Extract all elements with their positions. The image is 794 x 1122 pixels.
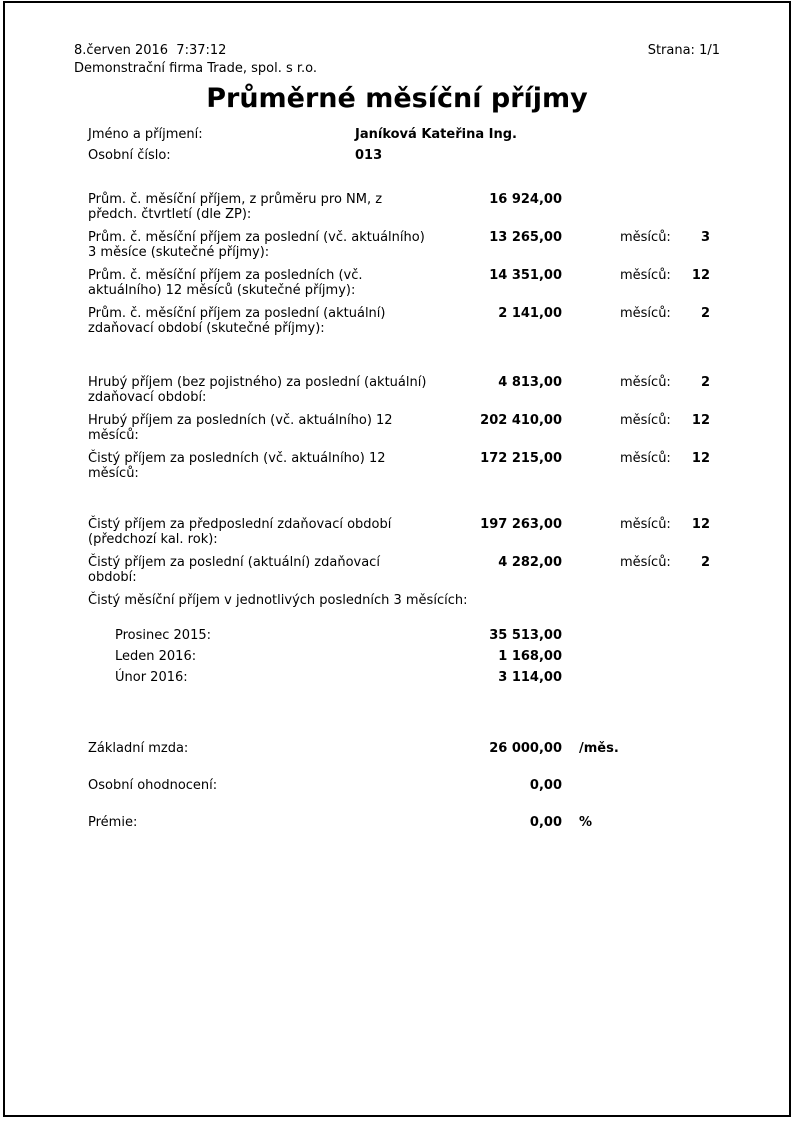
amount-value: 2 141,00 [498, 306, 562, 321]
row-label: Prům. č. měsíční příjem za poslední (aktuální) zdaňovací období (skutečné příjmy): [88, 306, 386, 336]
average-income-group [88, 192, 720, 336]
amount-value: 197 263,00 [480, 517, 562, 532]
header-datetime: 8.červen 2016 7:37:12 [74, 43, 227, 58]
employee-number-value: 013 [355, 148, 383, 163]
months-caption: měsíců: [620, 230, 671, 245]
row-label: Prům. č. měsíční příjem za posledních (vč. aktuálního) 12 měsíců (skutečné příjmy): [88, 268, 363, 298]
employee-number-label: Osobní číslo: [88, 148, 171, 163]
row-label: Čistý příjem za poslední (aktuální) zdaňovací období: [88, 555, 380, 585]
amount-value: 172 215,00 [480, 451, 562, 466]
amount-value: 16 924,00 [489, 192, 562, 207]
report-row [88, 306, 720, 336]
tax-period-income-group [88, 517, 720, 585]
row-label: Hrubý příjem za posledních (vč. aktuálního) 12 měsíců: [88, 413, 393, 443]
months-caption: měsíců: [620, 451, 671, 466]
monthly-income-row [115, 670, 720, 685]
months-caption: měsíců: [620, 306, 671, 321]
employee-name-label: Jméno a příjmení: [88, 127, 203, 142]
salary-label: Prémie: [88, 815, 138, 830]
months-count: 2 [700, 306, 710, 321]
header-page-number: Strana: 1/1 [647, 43, 720, 58]
salary-amount: 0,00 [529, 778, 562, 793]
month-amount: 35 513,00 [489, 628, 562, 643]
report-header [74, 44, 720, 58]
report-row [88, 517, 720, 547]
monthly-income-heading: Čistý měsíční příjem v jednotlivých posledních 3 měsících: [88, 593, 468, 608]
row-label: Čistý příjem za předposlední zdaňovací období (předchozí kal. rok): [88, 517, 392, 547]
row-label: Prům. č. měsíční příjem, z průměru pro NM, z předch. čtvrtletí (dle ZP): [88, 192, 383, 222]
salary-row [88, 741, 720, 756]
salary-label: Základní mzda: [88, 741, 189, 756]
salary-row [88, 778, 720, 793]
employee-name-row [88, 124, 720, 145]
salary-row [88, 815, 720, 830]
report-content [74, 44, 720, 852]
amount-value: 202 410,00 [480, 413, 562, 428]
months-caption: měsíců: [620, 268, 671, 283]
amount-value: 4 813,00 [498, 375, 562, 390]
salary-amount: 0,00 [529, 815, 562, 830]
salary-label: Osobní ohodnocení: [88, 778, 218, 793]
salary-unit: % [579, 815, 593, 830]
months-count: 3 [700, 230, 710, 245]
salary-unit: /měs. [579, 741, 619, 756]
report-row [88, 192, 720, 222]
months-caption: měsíců: [620, 375, 671, 390]
amount-value: 14 351,00 [489, 268, 562, 283]
monthly-income-row [115, 649, 720, 664]
months-caption: měsíců: [620, 517, 671, 532]
months-count: 12 [691, 413, 710, 428]
report-row [88, 555, 720, 585]
month-label: Leden 2016: [115, 649, 197, 664]
report-row [88, 451, 720, 481]
months-count: 12 [691, 268, 710, 283]
employee-name-value: Janíková Kateřina Ing. [355, 127, 517, 142]
salary-amount: 26 000,00 [489, 741, 562, 756]
employee-section [88, 124, 720, 166]
report-row [88, 413, 720, 443]
month-amount: 3 114,00 [498, 670, 562, 685]
row-label: Hrubý příjem (bez pojistného) za poslední (aktuální) zdaňovací období: [88, 375, 427, 405]
amount-value: 13 265,00 [489, 230, 562, 245]
amount-value: 4 282,00 [498, 555, 562, 570]
months-count: 12 [691, 517, 710, 532]
monthly-income-list [74, 628, 720, 685]
monthly-income-row [115, 628, 720, 643]
salary-section [88, 741, 720, 830]
report-row [88, 230, 720, 260]
gross-net-income-group [88, 375, 720, 481]
month-amount: 1 168,00 [498, 649, 562, 664]
salary-unit [562, 778, 720, 793]
employee-number-row [88, 145, 720, 166]
report-title: Průměrné měsíční příjmy [206, 83, 588, 114]
month-label: Prosinec 2015: [115, 628, 211, 643]
months-caption: měsíců: [620, 413, 671, 428]
report-row [88, 375, 720, 405]
report-row [88, 268, 720, 298]
months-count: 2 [700, 375, 710, 390]
month-label: Únor 2016: [115, 670, 188, 685]
row-label: Prům. č. měsíční příjem za poslední (vč. aktuálního) 3 měsíce (skutečné příjmy): [88, 230, 425, 260]
months-caption: měsíců: [620, 555, 671, 570]
header-company: Demonstrační firma Trade, spol. s r.o. [74, 61, 318, 76]
row-label: Čistý příjem za posledních (vč. aktuálního) 12 měsíců: [88, 451, 386, 481]
months-count: 2 [700, 555, 710, 570]
months-count: 12 [691, 451, 710, 466]
